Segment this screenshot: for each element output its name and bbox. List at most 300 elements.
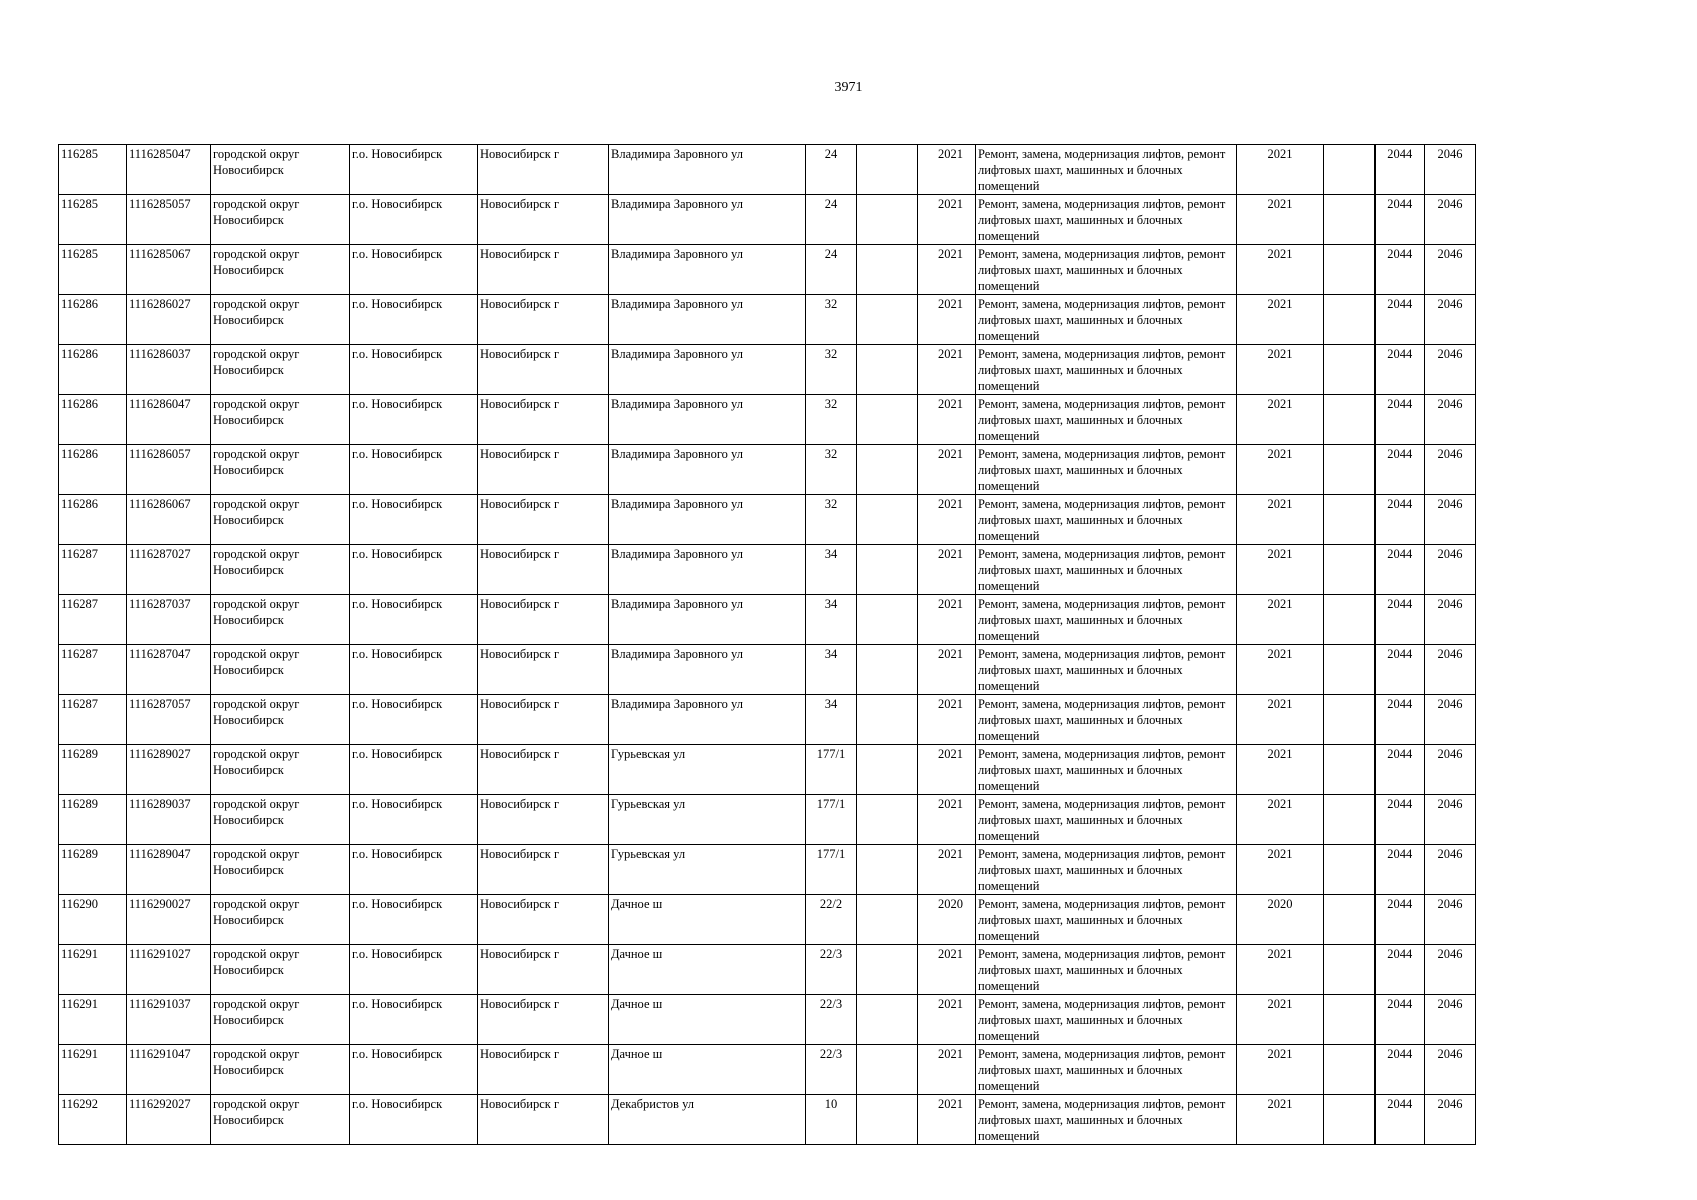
cell-district: г.о. Новосибирск [350, 745, 478, 795]
cell-year-planned: 2021 [1237, 845, 1324, 895]
cell-municipality: городской округ Новосибирск [211, 345, 350, 395]
cell-code: 1116285047 [127, 145, 211, 195]
cell-period-to: 2046 [1425, 895, 1476, 945]
cell-year-planned: 2021 [1237, 345, 1324, 395]
table-row [59, 845, 1476, 895]
cell-period-from: 2044 [1375, 795, 1425, 845]
cell-district: г.о. Новосибирск [350, 795, 478, 845]
cell-period-to: 2046 [1425, 195, 1476, 245]
cell-house: 34 [806, 545, 857, 595]
cell-house: 177/1 [806, 795, 857, 845]
cell-municipality: городской округ Новосибирск [211, 745, 350, 795]
cell-work: Ремонт, замена, модернизация лифтов, ремонт лифтовых шахт, машинных и блочных помещений [976, 945, 1237, 995]
cell-id: 116290 [59, 895, 127, 945]
cell-period-from: 2044 [1375, 445, 1425, 495]
cell-work: Ремонт, замена, модернизация лифтов, ремонт лифтовых шахт, машинных и блочных помещений [976, 495, 1237, 545]
cell-period-to: 2046 [1425, 295, 1476, 345]
cell-street: Декабристов ул [609, 1095, 806, 1145]
cell-code: 1116290027 [127, 895, 211, 945]
cell-house: 32 [806, 445, 857, 495]
table-row [59, 345, 1476, 395]
cell-year: 2021 [918, 395, 976, 445]
cell-extra [857, 345, 918, 395]
cell-work: Ремонт, замена, модернизация лифтов, ремонт лифтовых шахт, машинных и блочных помещений [976, 745, 1237, 795]
cell-house: 24 [806, 195, 857, 245]
cell-municipality: городской округ Новосибирск [211, 145, 350, 195]
cell-code: 1116291027 [127, 945, 211, 995]
cell-period-from: 2044 [1375, 595, 1425, 645]
cell-code: 1116286027 [127, 295, 211, 345]
cell-district: г.о. Новосибирск [350, 395, 478, 445]
cell-period-from: 2044 [1375, 145, 1425, 195]
cell-code: 1116285057 [127, 195, 211, 245]
cell-id: 116286 [59, 295, 127, 345]
cell-blank [1324, 195, 1375, 245]
cell-city: Новосибирск г [478, 995, 609, 1045]
cell-code: 1116289047 [127, 845, 211, 895]
cell-work: Ремонт, замена, модернизация лифтов, ремонт лифтовых шахт, машинных и блочных помещений [976, 345, 1237, 395]
cell-city: Новосибирск г [478, 395, 609, 445]
cell-period-from: 2044 [1375, 1095, 1425, 1145]
cell-period-to: 2046 [1425, 145, 1476, 195]
cell-district: г.о. Новосибирск [350, 645, 478, 695]
cell-street: Владимира Заровного ул [609, 495, 806, 545]
cell-extra [857, 395, 918, 445]
cell-district: г.о. Новосибирск [350, 945, 478, 995]
cell-code: 1116292027 [127, 1095, 211, 1145]
cell-house: 22/3 [806, 1045, 857, 1095]
cell-year-planned: 2020 [1237, 895, 1324, 945]
cell-code: 1116287027 [127, 545, 211, 595]
cell-year-planned: 2021 [1237, 395, 1324, 445]
cell-district: г.о. Новосибирск [350, 845, 478, 895]
cell-district: г.о. Новосибирск [350, 545, 478, 595]
cell-period-to: 2046 [1425, 695, 1476, 745]
cell-street: Владимира Заровного ул [609, 395, 806, 445]
registry-table-body [59, 145, 1476, 1145]
cell-district: г.о. Новосибирск [350, 1095, 478, 1145]
cell-street: Владимира Заровного ул [609, 595, 806, 645]
table-row [59, 245, 1476, 295]
cell-house: 34 [806, 695, 857, 745]
cell-municipality: городской округ Новосибирск [211, 495, 350, 545]
cell-city: Новосибирск г [478, 195, 609, 245]
cell-extra [857, 895, 918, 945]
cell-house: 32 [806, 495, 857, 545]
cell-period-from: 2044 [1375, 645, 1425, 695]
cell-work: Ремонт, замена, модернизация лифтов, ремонт лифтовых шахт, машинных и блочных помещений [976, 295, 1237, 345]
cell-code: 1116286067 [127, 495, 211, 545]
cell-period-to: 2046 [1425, 795, 1476, 845]
cell-house: 22/3 [806, 995, 857, 1045]
cell-year: 2021 [918, 695, 976, 745]
cell-work: Ремонт, замена, модернизация лифтов, ремонт лифтовых шахт, машинных и блочных помещений [976, 145, 1237, 195]
cell-city: Новосибирск г [478, 1095, 609, 1145]
table-row [59, 795, 1476, 845]
cell-city: Новосибирск г [478, 595, 609, 645]
cell-id: 116286 [59, 395, 127, 445]
cell-year-planned: 2021 [1237, 1045, 1324, 1095]
cell-district: г.о. Новосибирск [350, 295, 478, 345]
cell-municipality: городской округ Новосибирск [211, 995, 350, 1045]
cell-code: 1116291047 [127, 1045, 211, 1095]
cell-period-to: 2046 [1425, 1095, 1476, 1145]
cell-year-planned: 2021 [1237, 495, 1324, 545]
table-row [59, 645, 1476, 695]
table-row [59, 1045, 1476, 1095]
cell-blank [1324, 345, 1375, 395]
cell-code: 1116287047 [127, 645, 211, 695]
cell-work: Ремонт, замена, модернизация лифтов, ремонт лифтовых шахт, машинных и блочных помещений [976, 995, 1237, 1045]
cell-period-from: 2044 [1375, 1045, 1425, 1095]
cell-id: 116287 [59, 545, 127, 595]
cell-street: Гурьевская ул [609, 795, 806, 845]
cell-year-planned: 2021 [1237, 1095, 1324, 1145]
table-row [59, 495, 1476, 545]
cell-extra [857, 845, 918, 895]
cell-work: Ремонт, замена, модернизация лифтов, ремонт лифтовых шахт, машинных и блочных помещений [976, 195, 1237, 245]
cell-id: 116285 [59, 245, 127, 295]
cell-year-planned: 2021 [1237, 195, 1324, 245]
cell-extra [857, 445, 918, 495]
cell-city: Новосибирск г [478, 295, 609, 345]
cell-period-from: 2044 [1375, 695, 1425, 745]
cell-period-from: 2044 [1375, 845, 1425, 895]
cell-blank [1324, 295, 1375, 345]
cell-period-from: 2044 [1375, 995, 1425, 1045]
cell-work: Ремонт, замена, модернизация лифтов, ремонт лифтовых шахт, машинных и блочных помещений [976, 645, 1237, 695]
cell-city: Новосибирск г [478, 445, 609, 495]
cell-extra [857, 1045, 918, 1095]
cell-work: Ремонт, замена, модернизация лифтов, ремонт лифтовых шахт, машинных и блочных помещений [976, 245, 1237, 295]
cell-street: Владимира Заровного ул [609, 245, 806, 295]
cell-year: 2021 [918, 195, 976, 245]
cell-house: 22/3 [806, 945, 857, 995]
cell-period-to: 2046 [1425, 445, 1476, 495]
cell-id: 116291 [59, 995, 127, 1045]
cell-municipality: городской округ Новосибирск [211, 895, 350, 945]
cell-street: Владимира Заровного ул [609, 645, 806, 695]
cell-district: г.о. Новосибирск [350, 195, 478, 245]
cell-year-planned: 2021 [1237, 445, 1324, 495]
cell-district: г.о. Новосибирск [350, 895, 478, 945]
cell-house: 177/1 [806, 745, 857, 795]
table-row [59, 895, 1476, 945]
cell-year: 2021 [918, 145, 976, 195]
cell-id: 116291 [59, 1045, 127, 1095]
cell-period-to: 2046 [1425, 545, 1476, 595]
cell-year-planned: 2021 [1237, 145, 1324, 195]
cell-street: Гурьевская ул [609, 845, 806, 895]
cell-year: 2021 [918, 745, 976, 795]
table-row [59, 995, 1476, 1045]
cell-year-planned: 2021 [1237, 745, 1324, 795]
cell-street: Дачное ш [609, 995, 806, 1045]
cell-city: Новосибирск г [478, 495, 609, 545]
cell-blank [1324, 995, 1375, 1045]
cell-id: 116286 [59, 495, 127, 545]
cell-blank [1324, 495, 1375, 545]
cell-extra [857, 245, 918, 295]
cell-period-to: 2046 [1425, 345, 1476, 395]
cell-year-planned: 2021 [1237, 545, 1324, 595]
cell-district: г.о. Новосибирск [350, 695, 478, 745]
cell-house: 32 [806, 345, 857, 395]
cell-house: 24 [806, 145, 857, 195]
cell-municipality: городской округ Новосибирск [211, 295, 350, 345]
cell-city: Новосибирск г [478, 745, 609, 795]
cell-extra [857, 745, 918, 795]
cell-blank [1324, 1095, 1375, 1145]
cell-extra [857, 995, 918, 1045]
cell-municipality: городской округ Новосибирск [211, 545, 350, 595]
cell-street: Гурьевская ул [609, 745, 806, 795]
cell-blank [1324, 745, 1375, 795]
cell-district: г.о. Новосибирск [350, 495, 478, 545]
cell-year-planned: 2021 [1237, 645, 1324, 695]
cell-blank [1324, 245, 1375, 295]
cell-street: Дачное ш [609, 895, 806, 945]
cell-district: г.о. Новосибирск [350, 445, 478, 495]
cell-id: 116286 [59, 345, 127, 395]
cell-period-from: 2044 [1375, 345, 1425, 395]
cell-id: 116289 [59, 845, 127, 895]
cell-year-planned: 2021 [1237, 995, 1324, 1045]
cell-id: 116289 [59, 745, 127, 795]
cell-period-from: 2044 [1375, 195, 1425, 245]
cell-district: г.о. Новосибирск [350, 245, 478, 295]
cell-year-planned: 2021 [1237, 595, 1324, 645]
cell-extra [857, 795, 918, 845]
cell-period-to: 2046 [1425, 645, 1476, 695]
cell-blank [1324, 795, 1375, 845]
cell-work: Ремонт, замена, модернизация лифтов, ремонт лифтовых шахт, машинных и блочных помещений [976, 695, 1237, 745]
cell-work: Ремонт, замена, модернизация лифтов, ремонт лифтовых шахт, машинных и блочных помещений [976, 595, 1237, 645]
cell-period-to: 2046 [1425, 495, 1476, 545]
cell-city: Новосибирск г [478, 845, 609, 895]
cell-period-from: 2044 [1375, 495, 1425, 545]
cell-municipality: городской округ Новосибирск [211, 595, 350, 645]
cell-id: 116292 [59, 1095, 127, 1145]
cell-work: Ремонт, замена, модернизация лифтов, ремонт лифтовых шахт, машинных и блочных помещений [976, 395, 1237, 445]
cell-blank [1324, 595, 1375, 645]
cell-year-planned: 2021 [1237, 695, 1324, 745]
cell-id: 116287 [59, 695, 127, 745]
cell-year-planned: 2021 [1237, 295, 1324, 345]
registry-table [58, 144, 1476, 1145]
cell-municipality: городской округ Новосибирск [211, 695, 350, 745]
cell-period-to: 2046 [1425, 945, 1476, 995]
cell-city: Новосибирск г [478, 545, 609, 595]
cell-id: 116291 [59, 945, 127, 995]
table-row [59, 295, 1476, 345]
cell-year-planned: 2021 [1237, 945, 1324, 995]
cell-id: 116286 [59, 445, 127, 495]
cell-city: Новосибирск г [478, 145, 609, 195]
cell-year-planned: 2021 [1237, 245, 1324, 295]
table-row [59, 395, 1476, 445]
cell-house: 34 [806, 595, 857, 645]
cell-work: Ремонт, замена, модернизация лифтов, ремонт лифтовых шахт, машинных и блочных помещений [976, 845, 1237, 895]
cell-period-from: 2044 [1375, 295, 1425, 345]
cell-blank [1324, 695, 1375, 745]
cell-id: 116285 [59, 195, 127, 245]
cell-house: 177/1 [806, 845, 857, 895]
cell-municipality: городской округ Новосибирск [211, 195, 350, 245]
cell-municipality: городской округ Новосибирск [211, 245, 350, 295]
cell-year: 2021 [918, 545, 976, 595]
cell-year: 2021 [918, 845, 976, 895]
cell-city: Новосибирск г [478, 645, 609, 695]
cell-district: г.о. Новосибирск [350, 995, 478, 1045]
cell-work: Ремонт, замена, модернизация лифтов, ремонт лифтовых шахт, машинных и блочных помещений [976, 545, 1237, 595]
cell-blank [1324, 895, 1375, 945]
table-row [59, 745, 1476, 795]
cell-extra [857, 195, 918, 245]
cell-blank [1324, 645, 1375, 695]
cell-street: Владимира Заровного ул [609, 145, 806, 195]
cell-blank [1324, 1045, 1375, 1095]
cell-municipality: городской округ Новосибирск [211, 395, 350, 445]
cell-year-planned: 2021 [1237, 795, 1324, 845]
cell-code: 1116286047 [127, 395, 211, 445]
cell-year: 2021 [918, 645, 976, 695]
cell-district: г.о. Новосибирск [350, 345, 478, 395]
cell-street: Владимира Заровного ул [609, 545, 806, 595]
cell-blank [1324, 145, 1375, 195]
cell-year: 2020 [918, 895, 976, 945]
page-number: 3971 [834, 80, 863, 95]
cell-municipality: городской округ Новосибирск [211, 795, 350, 845]
cell-work: Ремонт, замена, модернизация лифтов, ремонт лифтовых шахт, машинных и блочных помещений [976, 1045, 1237, 1095]
cell-work: Ремонт, замена, модернизация лифтов, ремонт лифтовых шахт, машинных и блочных помещений [976, 795, 1237, 845]
cell-code: 1116286037 [127, 345, 211, 395]
cell-blank [1324, 445, 1375, 495]
cell-code: 1116291037 [127, 995, 211, 1045]
cell-city: Новосибирск г [478, 945, 609, 995]
cell-street: Владимира Заровного ул [609, 195, 806, 245]
cell-year: 2021 [918, 445, 976, 495]
cell-code: 1116287037 [127, 595, 211, 645]
cell-period-from: 2044 [1375, 895, 1425, 945]
cell-code: 1116287057 [127, 695, 211, 745]
cell-code: 1116289027 [127, 745, 211, 795]
cell-street: Владимира Заровного ул [609, 445, 806, 495]
cell-municipality: городской округ Новосибирск [211, 945, 350, 995]
cell-municipality: городской округ Новосибирск [211, 1095, 350, 1145]
cell-street: Владимира Заровного ул [609, 295, 806, 345]
cell-year: 2021 [918, 1045, 976, 1095]
cell-period-from: 2044 [1375, 945, 1425, 995]
cell-extra [857, 645, 918, 695]
table-row [59, 195, 1476, 245]
cell-period-from: 2044 [1375, 545, 1425, 595]
cell-period-from: 2044 [1375, 745, 1425, 795]
cell-year: 2021 [918, 995, 976, 1045]
cell-period-to: 2046 [1425, 245, 1476, 295]
cell-extra [857, 495, 918, 545]
cell-year: 2021 [918, 245, 976, 295]
cell-district: г.о. Новосибирск [350, 1045, 478, 1095]
table-row [59, 595, 1476, 645]
cell-period-to: 2046 [1425, 395, 1476, 445]
cell-period-from: 2044 [1375, 395, 1425, 445]
table-row [59, 545, 1476, 595]
cell-city: Новосибирск г [478, 795, 609, 845]
cell-municipality: городской округ Новосибирск [211, 1045, 350, 1095]
cell-house: 24 [806, 245, 857, 295]
cell-house: 32 [806, 395, 857, 445]
cell-extra [857, 945, 918, 995]
cell-city: Новосибирск г [478, 345, 609, 395]
cell-extra [857, 595, 918, 645]
cell-code: 1116285067 [127, 245, 211, 295]
cell-code: 1116289037 [127, 795, 211, 845]
cell-id: 116287 [59, 595, 127, 645]
cell-year: 2021 [918, 595, 976, 645]
cell-code: 1116286057 [127, 445, 211, 495]
table-row [59, 445, 1476, 495]
table-row [59, 945, 1476, 995]
cell-id: 116289 [59, 795, 127, 845]
cell-house: 32 [806, 295, 857, 345]
cell-city: Новосибирск г [478, 1045, 609, 1095]
cell-period-to: 2046 [1425, 745, 1476, 795]
cell-blank [1324, 845, 1375, 895]
cell-district: г.о. Новосибирск [350, 145, 478, 195]
cell-work: Ремонт, замена, модернизация лифтов, ремонт лифтовых шахт, машинных и блочных помещений [976, 445, 1237, 495]
cell-extra [857, 295, 918, 345]
cell-id: 116287 [59, 645, 127, 695]
cell-year: 2021 [918, 795, 976, 845]
cell-period-to: 2046 [1425, 595, 1476, 645]
cell-blank [1324, 395, 1375, 445]
table-row [59, 695, 1476, 745]
cell-city: Новосибирск г [478, 895, 609, 945]
cell-extra [857, 695, 918, 745]
cell-street: Владимира Заровного ул [609, 345, 806, 395]
cell-house: 22/2 [806, 895, 857, 945]
cell-street: Дачное ш [609, 945, 806, 995]
cell-year: 2021 [918, 945, 976, 995]
cell-id: 116285 [59, 145, 127, 195]
cell-year: 2021 [918, 1095, 976, 1145]
cell-period-to: 2046 [1425, 995, 1476, 1045]
table-row [59, 145, 1476, 195]
cell-house: 10 [806, 1095, 857, 1145]
cell-extra [857, 145, 918, 195]
cell-extra [857, 1095, 918, 1145]
cell-municipality: городской округ Новосибирск [211, 445, 350, 495]
cell-street: Владимира Заровного ул [609, 695, 806, 745]
cell-municipality: городской округ Новосибирск [211, 645, 350, 695]
cell-period-from: 2044 [1375, 245, 1425, 295]
cell-house: 34 [806, 645, 857, 695]
cell-extra [857, 545, 918, 595]
cell-work: Ремонт, замена, модернизация лифтов, ремонт лифтовых шахт, машинных и блочных помещений [976, 1095, 1237, 1145]
cell-year: 2021 [918, 345, 976, 395]
cell-city: Новосибирск г [478, 245, 609, 295]
cell-work: Ремонт, замена, модернизация лифтов, ремонт лифтовых шахт, машинных и блочных помещений [976, 895, 1237, 945]
cell-municipality: городской округ Новосибирск [211, 845, 350, 895]
cell-blank [1324, 945, 1375, 995]
table-row [59, 1095, 1476, 1145]
cell-year: 2021 [918, 495, 976, 545]
cell-street: Дачное ш [609, 1045, 806, 1095]
cell-period-to: 2046 [1425, 845, 1476, 895]
cell-period-to: 2046 [1425, 1045, 1476, 1095]
cell-district: г.о. Новосибирск [350, 595, 478, 645]
